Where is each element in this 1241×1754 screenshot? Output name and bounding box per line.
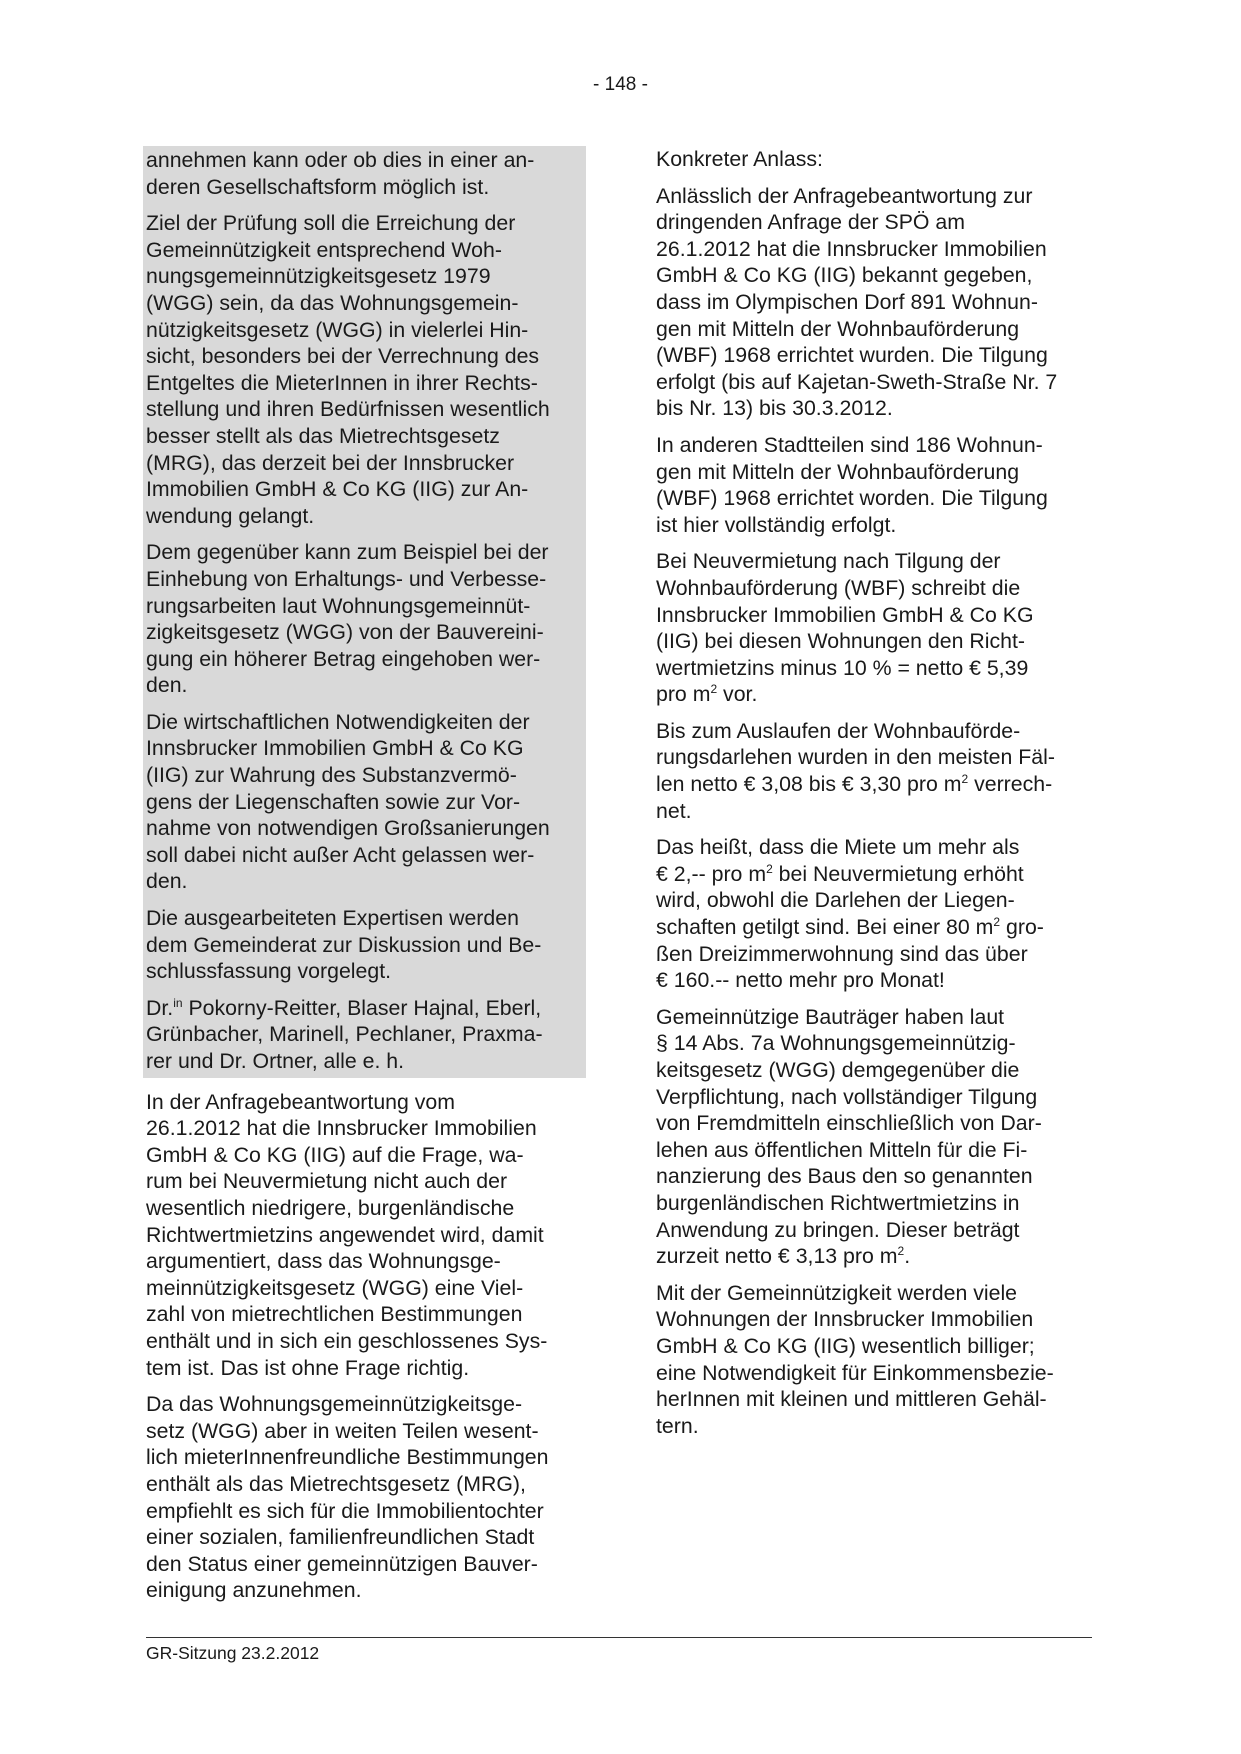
text-line: zahl von mietrechtlichen Bestimmungen — [146, 1302, 523, 1327]
text-line: Dem gegenüber kann zum Beispiel bei der — [146, 540, 549, 565]
text-line: tern. — [656, 1413, 699, 1438]
text-line: rungsarbeiten laut Wohnungsgemeinnüt- — [146, 593, 531, 618]
text-line: GmbH & Co KG (IIG) bekannt gegeben, — [656, 263, 1033, 288]
text-line: Entgeltes die MieterInnen in ihrer Rechts- — [146, 370, 538, 395]
text-line: gung ein höherer Betrag eingehoben wer- — [146, 646, 541, 671]
body-paragraph: Gemeinnützige Bauträger haben laut § 14 Abs. 7a Wohnungsgemeinnützig- keitsgesetz (WGG) demgegenüber die Verpflichtung, nach vollständiger Tilgung von Fremdmitteln einschließlich von Dar- lehen aus öffentlichen Mitteln für die Fi- nanzierung des Baus den so genannten burgenländischen Richtwertmietzins in Anwendung zu bringen. Dieser beträgt zurzeit netto € 3,13 pro $m^2$. — [656, 1004, 1042, 1269]
text-line: schlussfassung vorgelegt. — [146, 959, 392, 984]
text-line: (WGG) sein, da das Wohnungsgemein- — [146, 290, 519, 315]
text-line: rum bei Neuvermietung nicht auch der — [146, 1169, 508, 1194]
section-heading: Konkreter Anlass: — [656, 147, 823, 171]
text-line: Anwendung zu bringen. Dieser beträgt — [656, 1217, 1020, 1242]
text-line: stellung und ihren Bedürfnissen wesentlich — [146, 397, 550, 422]
text-line: Gemeinnützige Bauträger haben laut — [656, 1004, 1005, 1029]
text-line: Verpflichtung, nach vollständiger Tilgung — [656, 1084, 1038, 1109]
page-number: - 148 - — [593, 74, 648, 95]
text-line: In anderen Stadtteilen sind 186 Wohnun- — [656, 432, 1043, 457]
text-line: 26.1.2012 hat die Innsbrucker Immobilien — [146, 1116, 537, 1141]
text-line: (WBF) 1968 errichtet worden. Die Tilgung — [656, 486, 1048, 511]
text-line: enthält als das Mietrechtsgesetz (MRG), — [146, 1471, 526, 1496]
text-line: annehmen kann oder ob dies in einer an- — [146, 148, 535, 172]
text-line: § 14 Abs. 7a Wohnungsgemeinnützig- — [656, 1031, 1016, 1056]
text-line: bis Nr. 13) bis 30.3.2012. — [656, 396, 893, 421]
text-line: gen mit Mitteln der Wohnbauförderung — [656, 316, 1020, 341]
text-line: wertmietzins minus 10 % = netto € 5,39 — [656, 655, 1029, 680]
text-line: nanzierung des Baus den so genannten — [656, 1164, 1033, 1189]
text-line: Innsbrucker Immobilien GmbH & Co KG — [146, 736, 524, 761]
text-line: Wohnungen der Innsbrucker Immobilien — [656, 1307, 1034, 1332]
text-line: Bei Neuvermietung nach Tilgung der — [656, 549, 1001, 574]
body-paragraph — [656, 1280, 1096, 1440]
text-line: den. — [146, 869, 188, 894]
text-line: Die wirtschaftlichen Notwendigkeiten der — [146, 709, 530, 734]
body-paragraph: Bis zum Auslaufen der Wohnbauförde- rungsdarlehen wurden in den meisten Fäl- len netto € 3,08 bis € 3,30 pro $m^2$ verrech- net. — [656, 718, 1055, 823]
text-line: Die ausgearbeiteten Expertisen werden — [146, 906, 519, 931]
body-paragraph — [146, 1089, 586, 1382]
text-line: enthält und in sich ein geschlossenes Sys- — [146, 1328, 548, 1353]
text-line: gen mit Mitteln der Wohnbauförderung — [656, 459, 1020, 484]
text-line: gens der Liegenschaften sowie zur Vor- — [146, 789, 521, 814]
body-paragraph — [656, 183, 1096, 422]
text-line: lich mieterInnenfreundliche Bestimmungen — [146, 1445, 549, 1470]
text-line: GmbH & Co KG (IIG) wesentlich billiger; — [656, 1333, 1035, 1358]
shaded-paragraph — [146, 539, 583, 699]
text-line: tem ist. Das ist ohne Frage richtig. — [146, 1355, 470, 1380]
body-paragraph: Bei Neuvermietung nach Tilgung der Wohnbauförderung (WBF) schreibt die Innsbrucker Immobilien GmbH & Co KG (IIG) bei diesen Wohnungen den Richt- wertmietzins minus 10 % = netto € 5,39 pro $m^2$ vor. — [656, 549, 1034, 707]
text-line: dem Gemeinderat zur Diskussion und Be- — [146, 932, 542, 957]
text-line: sicht, besonders bei der Verrechnung des — [146, 344, 540, 369]
text-line: eine Notwendigkeit für Einkommensbezie- — [656, 1360, 1054, 1385]
text-line: einer sozialen, familienfreundlichen Stadt — [146, 1525, 535, 1550]
shaded-paragraph — [146, 905, 583, 985]
text-line: (IIG) zur Wahrung des Substanzvermö- — [146, 763, 517, 788]
text-line: soll dabei nicht außer Acht gelassen wer- — [146, 842, 535, 867]
text-line: Wohnbauförderung (WBF) schreibt die — [656, 575, 1021, 600]
page-footer: GR-Sitzung 23.2.2012 — [146, 1637, 1092, 1664]
text-line: Gemeinnützigkeit entsprechend Woh- — [146, 237, 502, 262]
text-line: Richtwertmietzins angewendet wird, damit — [146, 1222, 544, 1247]
body-paragraph: Das heißt, dass die Miete um mehr als € 2,-- pro $m^2$ bei Neuvermietung erhöht wird, obwohl die Darlehen der Liegen- schaften getilgt sind. Bei einer 80 $m^2$ gro- ßen Dreizimmerwohnung sind das über € 160.-- netto mehr pro Monat! — [656, 835, 1044, 993]
text-line: empfiehlt es sich für die Immobilientochter — [146, 1498, 544, 1523]
text-line: Anlässlich der Anfragebeantwortung zur — [656, 183, 1033, 208]
text-line: wesentlich niedrigere, burgenländische — [146, 1195, 515, 1220]
shaded-paragraph — [146, 147, 583, 200]
text-line: den. — [146, 673, 188, 698]
text-line: keitsgesetz (WGG) demgegenüber die — [656, 1058, 1020, 1082]
text-line: erfolgt (bis auf Kajetan-Sweth-Straße Nr. 7 — [656, 369, 1058, 394]
text-line: (MRG), das derzeit bei der Innsbrucker — [146, 450, 515, 475]
text-line: argumentiert, dass das Wohnungsge- — [146, 1249, 501, 1274]
text-line: Einhebung von Erhaltungs- und Verbesse- — [146, 566, 547, 591]
text-line: zigkeitsgesetz (WGG) von der Bauvereini- — [146, 620, 544, 645]
left-column — [146, 146, 586, 1614]
text-line: einigung anzunehmen. — [146, 1578, 362, 1603]
text-line: lehen aus öffentlichen Mitteln für die Fi- — [656, 1137, 1028, 1162]
text-line: herInnen mit kleinen und mittleren Gehäl- — [656, 1387, 1047, 1412]
text-line: Immobilien GmbH & Co KG (IIG) zur An- — [146, 477, 529, 502]
text-line: nungsgemeinnützigkeitsgesetz 1979 — [146, 264, 491, 289]
text-line: von Fremdmitteln einschließlich von Dar- — [656, 1111, 1042, 1136]
text-line: 26.1.2012 hat die Innsbrucker Immobilien — [656, 236, 1047, 261]
text-line: ist hier vollständig erfolgt. — [656, 512, 897, 537]
text-line: Innsbrucker Immobilien GmbH & Co KG — [656, 602, 1034, 627]
right-column — [656, 146, 1096, 1449]
text-line: nützigkeitsgesetz (WGG) in vielerlei Hin- — [146, 317, 529, 342]
text-line: dringenden Anfrage der SPÖ am — [656, 210, 966, 235]
text-line: meinnützigkeitsgesetz (WGG) eine Viel- — [146, 1275, 524, 1300]
body-paragraph — [656, 432, 1096, 538]
text-line: Da das Wohnungsgemeinnützigkeitsge- — [146, 1392, 523, 1417]
shaded-paragraph — [146, 709, 583, 895]
text-line: nahme von notwendigen Großsanierungen — [146, 816, 550, 841]
text-line: (IIG) bei diesen Wohnungen den Richt- — [656, 629, 1025, 654]
text-line: In der Anfragebeantwortung vom — [146, 1089, 456, 1114]
text-line: wendung gelangt. — [146, 503, 315, 528]
text-line: deren Gesellschaftsform möglich ist. — [146, 174, 490, 199]
body-paragraph — [146, 1391, 586, 1604]
signatories: Dr.$^{in}$ Pokorny-Reitter, Blaser Hajnal, Eberl, Grünbacher, Marinell, Pechlaner, Praxma- rer und Dr. Ortner, alle e. h. — [146, 995, 543, 1073]
motion-text-box — [143, 146, 586, 1078]
text-line: den Status einer gemeinnützigen Bauver- — [146, 1551, 538, 1576]
text-line: Mit der Gemeinnützigkeit werden viele — [656, 1280, 1018, 1305]
shaded-paragraph — [146, 210, 583, 529]
text-line: Ziel der Prüfung soll die Erreichung der — [146, 211, 516, 236]
text-line: setz (WGG) aber in weiten Teilen wesent- — [146, 1418, 539, 1443]
text-line: besser stellt als das Mietrechtsgesetz — [146, 423, 500, 448]
text-line: burgenländischen Richtwertmietzins in — [656, 1190, 1020, 1215]
text-line: GmbH & Co KG (IIG) auf die Frage, wa- — [146, 1142, 524, 1167]
text-line: (WBF) 1968 errichtet wurden. Die Tilgung — [656, 343, 1048, 368]
text-line: dass im Olympischen Dorf 891 Wohnun- — [656, 289, 1038, 314]
